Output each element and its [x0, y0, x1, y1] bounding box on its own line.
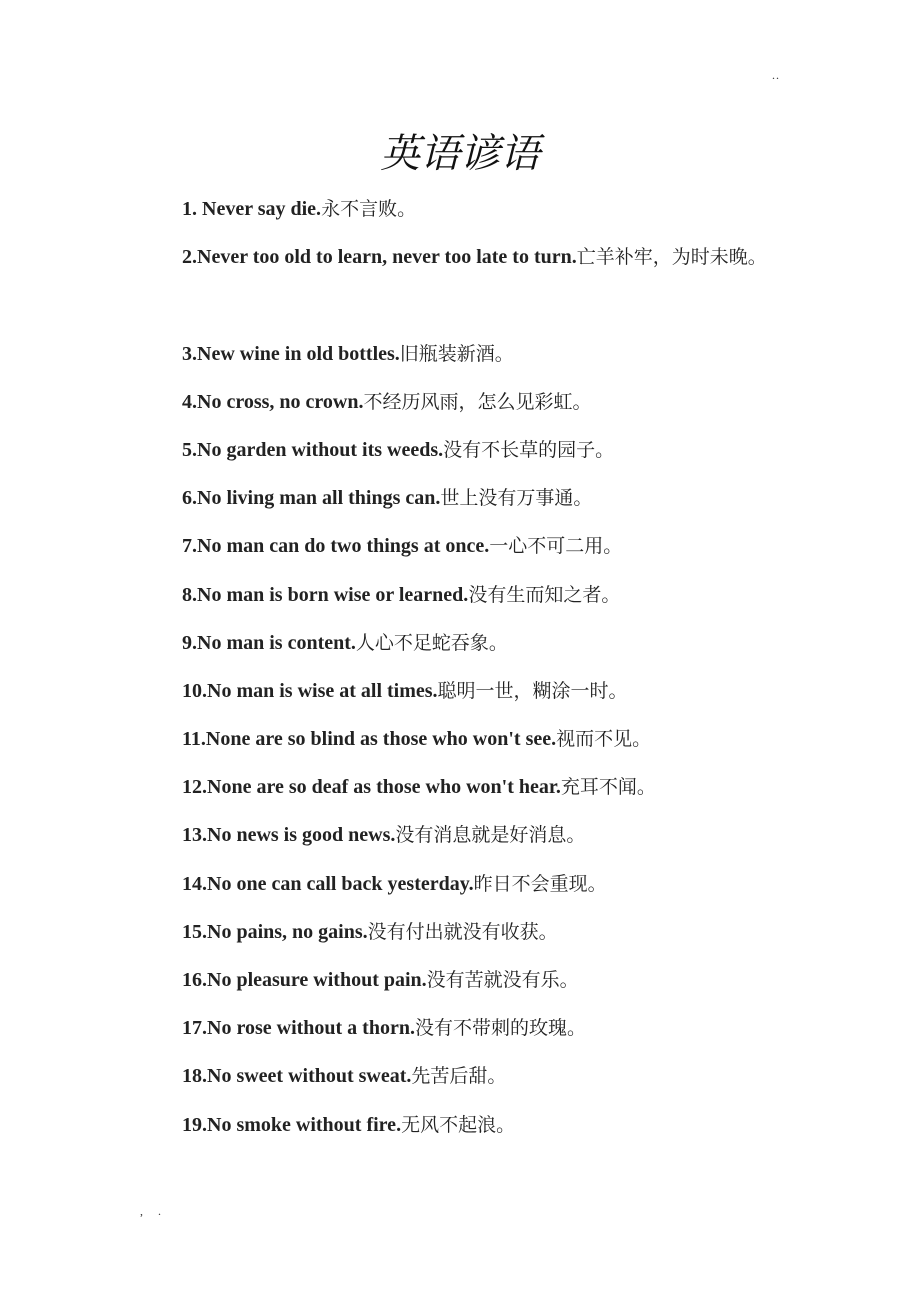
list-item: [182, 341, 810, 389]
proverb-english: 3.New wine in old bottles.: [182, 342, 400, 365]
proverb-chinese: 人心不足蛇吞象。: [355, 631, 508, 654]
list-item: [182, 244, 810, 340]
list-item: [182, 919, 810, 967]
proverb-english: 13.No news is good news.: [182, 824, 396, 847]
list-item: [182, 1015, 810, 1063]
list-item: [182, 437, 810, 485]
proverb-chinese: 没有生而知之者。: [468, 583, 621, 606]
proverb-chinese: 没有不带刺的玫瑰。: [414, 1017, 586, 1040]
proverb-english: 15.No pains, no gains.: [182, 920, 368, 943]
list-item: [182, 726, 810, 774]
proverb-chinese: 不经历风雨，怎么见彩虹。: [363, 390, 592, 413]
proverb-chinese: 无风不起浪。: [401, 1113, 516, 1136]
proverb-english: 2.Never too old to learn, never too late to turn.: [182, 246, 577, 269]
list-item: [182, 485, 810, 533]
proverb-chinese: 旧瓶装新酒。: [399, 342, 514, 365]
proverb-chinese: 亡羊补牢，为时未晚。: [576, 246, 767, 269]
header-mark: ..: [772, 68, 780, 82]
list-item: [182, 196, 810, 244]
proverb-english: 12.None are so deaf as those who won't hear.: [182, 776, 561, 799]
proverb-chinese: 没有消息就是好消息。: [395, 824, 586, 847]
proverb-english: 16.No pleasure without pain.: [182, 969, 427, 992]
list-item: [182, 774, 810, 822]
proverb-english: 8.No man is born wise or learned.: [182, 583, 469, 606]
proverb-chinese: 永不言败。: [321, 198, 417, 220]
list-item: [182, 967, 810, 1015]
proverb-english: 19.No smoke without fire.: [182, 1113, 402, 1136]
list-item: [182, 630, 810, 678]
proverb-english: 14.No one can call back yesterday.: [182, 872, 474, 895]
proverb-list: [182, 196, 810, 1160]
proverb-english: 7.No man can do two things at once.: [182, 535, 490, 558]
proverb-english: 4.No cross, no crown.: [182, 390, 364, 413]
proverb-english: 17.No rose without a thorn.: [182, 1017, 415, 1040]
proverb-chinese: 没有不长草的园子。: [443, 438, 615, 461]
page-title: 英语谚语: [380, 131, 540, 177]
footer-mark: , .: [140, 1204, 167, 1218]
list-item: [182, 533, 810, 581]
list-item: [182, 582, 810, 630]
proverb-english: 18.No sweet without sweat.: [182, 1065, 412, 1088]
proverb-english: 1. Never say die.: [182, 198, 322, 220]
proverb-english: 6.No living man all things can.: [182, 487, 441, 510]
proverb-chinese: 世上没有万事通。: [440, 487, 593, 510]
list-item: [182, 1112, 810, 1160]
proverb-chinese: 先苦后甜。: [411, 1065, 507, 1088]
list-item: [182, 871, 810, 919]
list-item: [182, 1063, 810, 1111]
list-item: [182, 822, 810, 870]
list-item: [182, 678, 810, 726]
list-item: [182, 389, 810, 437]
proverb-chinese: 充耳不闻。: [560, 776, 656, 799]
proverb-chinese: 一心不可二用。: [489, 535, 623, 558]
proverb-chinese: 没有付出就没有收获。: [367, 920, 558, 943]
proverb-chinese: 没有苦就没有乐。: [426, 969, 579, 992]
proverb-english: 9.No man is content.: [182, 631, 356, 654]
proverb-english: 5.No garden without its weeds.: [182, 438, 444, 461]
proverb-english: 10.No man is wise at all times.: [182, 679, 438, 702]
proverb-english: 11.None are so blind as those who won't see.: [182, 728, 557, 751]
proverb-chinese: 视而不见。: [556, 728, 652, 751]
proverb-chinese: 聪明一世，糊涂一时。: [437, 679, 628, 702]
proverb-chinese: 昨日不会重现。: [473, 872, 607, 895]
